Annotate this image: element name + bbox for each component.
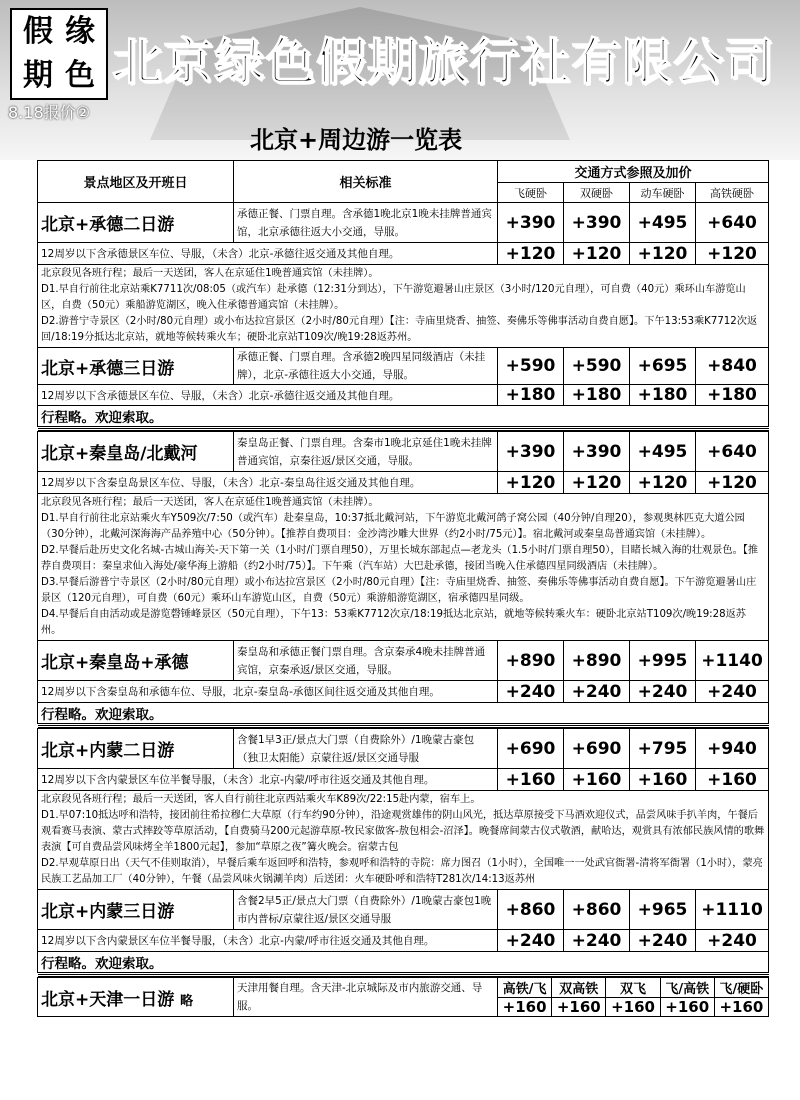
child-row: [38, 769, 769, 791]
tour-standard: 天津用餐自理。含天津-北京城际及市内旅游交通、导服。: [234, 978, 498, 1017]
itinerary-line: D2.早观草原日出（天气不佳则取消），早餐后乘车返回呼和浩特，参观呼和浩特的寺院：席力图召（1小时），全国唯一一处武官衙署-清将军衙署（1小时），蒙亮民族工艺品加工厂（40分钟），午餐（品尝风味火锅涮羊肉）后送团：火车硬卧呼和浩特T281次/14:13返苏州: [41, 858, 763, 885]
itinerary-line: D3.早餐后游普宁寺景区（2小时/80元自理）或小布达拉宫景区（2小时/80元自理）【注：寺庙里烧香、抽签、奏佛乐等佛事活动自费自愿】。下午游览避暑山庄景区（120元自理），可自费（60元）乘环山车游览山区，自费（50元）乘游船游览湖区，宿承德四星同级。: [41, 577, 757, 604]
child-price: +240: [696, 930, 769, 952]
tour-standard: 承德正餐、门票自理。含承德2晚四星同级酒店（未挂牌），北京-承德往返大小交通，导服。: [234, 348, 498, 385]
child-price: +180: [498, 385, 564, 406]
adult-price: +995: [630, 641, 696, 681]
itinerary-line: 北京段见各班行程；最后一天送团，客人在京延住1晚普通宾馆（未挂牌）。: [41, 268, 379, 279]
tianjin-col-header: 飞/高铁: [661, 978, 714, 998]
tour-name: 北京+内蒙二日游: [38, 729, 234, 769]
child-price: +240: [564, 681, 630, 703]
col-header-standard: 相关标准: [234, 161, 498, 203]
child-price: +120: [498, 243, 564, 265]
itinerary-line: 北京段见各班行程；最后一天送团，客人在京延住1晚普通宾馆（未挂牌）。: [41, 497, 379, 508]
child-row: [38, 681, 769, 703]
omit-row: [38, 952, 769, 973]
col-header-emu-sleeper: 动车硬卧: [630, 183, 696, 203]
tianjin-col-header: 飞/硬卧: [715, 978, 768, 998]
adult-price: +160: [665, 998, 710, 1016]
child-price: +240: [696, 681, 769, 703]
adult-price: +795: [630, 729, 696, 769]
col-header-hsr-sleeper: 高铁硬卧: [696, 183, 769, 203]
tianjin-col-header: 高铁/飞: [498, 978, 551, 998]
adult-price: +390: [498, 432, 564, 472]
adult-price: +840: [696, 348, 769, 385]
adult-price: +860: [564, 890, 630, 930]
adult-price: +390: [498, 203, 564, 243]
logo-char: 色: [65, 58, 95, 93]
adult-price: +690: [498, 729, 564, 769]
child-price: +240: [630, 681, 696, 703]
tour-row: [38, 978, 769, 1017]
tour-name: 北京+秦皇岛+承德: [38, 641, 234, 681]
adult-price: +860: [498, 890, 564, 930]
tour-name: 北京+承德三日游: [38, 348, 234, 385]
child-price: +160: [630, 769, 696, 791]
adult-price: +890: [564, 641, 630, 681]
company-name: 北京绿色假期旅行社有限公司: [112, 33, 775, 91]
child-note: 12周岁以下含秦皇岛和承德车位、导服，北京-秦皇岛-承德区间往返交通及其他自理。: [38, 681, 498, 703]
tour-row: [38, 432, 769, 472]
tour-row: [38, 729, 769, 769]
adult-price: +890: [498, 641, 564, 681]
child-note: 12周岁以下含内蒙景区车位半餐导服，（未含）北京-内蒙/呼市往返交通及其他自理。: [38, 930, 498, 952]
itinerary-line: D2.早餐后赴历史文化名城-古城山海关-天下第一关（1小时/门票自理50），万里长城东部起点—老龙头（1.5小时/门票自理50），目睹长城入海的壮观景色。【推荐自费项目：秦皇求仙入海处/豪华海上游船（约2小时/75）】。下午乘（汽车站）大巴赴承德，接团当晚入住承德四星同级酒店（未挂牌）。: [41, 545, 759, 572]
child-row: [38, 472, 769, 494]
tour-price-table: [37, 160, 769, 1017]
itinerary-line: D2.游普宁寺景区（2小时/80元自理）或小布达拉宫景区（2小时/80元自理）【注：寺庙里烧香、抽签、奏佛乐等佛事活动自费自愿】。下午13:53乘K7712次返回/18:19分抵达北京站，就地等候转乘火车；硬卧北京站T109次/晚19:28返苏州。: [41, 316, 758, 343]
adult-price: +1110: [696, 890, 769, 930]
itinerary-omitted: 行程略。欢迎索取。: [38, 952, 769, 973]
adult-price: +695: [630, 348, 696, 385]
child-price: +120: [498, 472, 564, 494]
adult-price: +590: [564, 348, 630, 385]
tour-name-text: 北京+天津一日游: [41, 989, 175, 1010]
child-price: +120: [630, 472, 696, 494]
col-header-fly-sleeper: 飞硬卧: [498, 183, 564, 203]
itinerary-line: D4.早餐后自由活动或是游览磬锤峰景区（50元自理），下午13：53乘K7712次京/18:19抵达北京站，就地等候转乘火车：硬卧北京站T109次/晚19:28返苏州。: [41, 609, 746, 636]
child-row: [38, 243, 769, 265]
itinerary-line: D1.早自行前往北京站乘火车Y509次/7:50（或汽车）赴秦皇岛，10:37抵北戴河站，下午游览北戴河鸽子窝公园（40分钟/自理20），参观奥林匹克大道公园（30分钟），北戴河深海海产品养殖中心（50分钟）。【推荐自费项目：金沙湾沙雕大世界（约2小时/75元）】。宿北戴河或秦皇岛普通宾馆（未挂牌）。: [41, 513, 745, 540]
itinerary-omitted: 行程略。欢迎索取。: [38, 406, 769, 427]
child-note: 12周岁以下含承德景区车位、导服，（未含）北京-承德往返交通及其他自理。: [38, 243, 498, 265]
tianjin-col-header: 双飞: [606, 978, 659, 998]
child-row: [38, 385, 769, 406]
itinerary-row: [38, 494, 769, 641]
adult-price: +495: [630, 432, 696, 472]
child-price: +120: [696, 472, 769, 494]
adult-price: +640: [696, 432, 769, 472]
tour-standard: 承德正餐、门票自理。含承德1晚北京1晚未挂牌普通宾馆，北京承德往返大小交通，导服。: [234, 203, 498, 243]
child-price: +160: [498, 769, 564, 791]
child-price: +120: [696, 243, 769, 265]
tour-row: [38, 890, 769, 930]
price-version-label: 8.18报价②: [8, 103, 90, 122]
tour-row: [38, 203, 769, 243]
child-price: +240: [630, 930, 696, 952]
adult-price: +160: [719, 998, 764, 1016]
col-header-transport: 交通方式参照及加价: [498, 161, 769, 183]
tour-row: [38, 348, 769, 385]
child-price: +120: [630, 243, 696, 265]
child-note: 12周岁以下含承德景区车位、导服，（未含）北京-承德往返交通及其他自理。: [38, 385, 498, 406]
adult-price: +940: [696, 729, 769, 769]
col-header-area: 景点地区及开班日: [38, 161, 234, 203]
tour-row: [38, 641, 769, 681]
itinerary-row: [38, 265, 769, 348]
adult-price: +1140: [696, 641, 769, 681]
child-price: +160: [564, 769, 630, 791]
page-title: 北京+周边游一览表: [250, 126, 463, 154]
adult-price: +690: [564, 729, 630, 769]
adult-price: +640: [696, 203, 769, 243]
itinerary-text: [38, 791, 769, 890]
tour-name: 北京+承德二日游: [38, 203, 234, 243]
omit-row: [38, 406, 769, 427]
adult-price: +590: [498, 348, 564, 385]
itinerary-omitted: 行程略。欢迎索取。: [38, 703, 769, 724]
adult-price: +390: [564, 432, 630, 472]
table-header-row: [38, 161, 769, 183]
child-price: +160: [696, 769, 769, 791]
child-price: +180: [564, 385, 630, 406]
child-price: +240: [564, 930, 630, 952]
child-row: [38, 930, 769, 952]
adult-price: +390: [564, 203, 630, 243]
child-price: +180: [696, 385, 769, 406]
itinerary-text: [38, 494, 769, 641]
brand-logo: [10, 8, 108, 100]
col-header-double-sleeper: 双硬卧: [564, 183, 630, 203]
child-price: +240: [498, 930, 564, 952]
logo-char: 缘: [65, 14, 95, 49]
logo-char: 期: [23, 58, 53, 93]
itinerary-line: D1.早07:10抵达呼和浩特，接团前往希拉穆仁大草原（行车约90分钟），沿途观赏雄伟的阴山风光，抵达草原接受下马酒欢迎仪式，品尝风味手扒羊肉，午餐后观看赛马表演、蒙古式摔跤等草原活动，【自费骑马200元起游草原-牧民家做客-敖包相会-沼泽】。晚餐席间蒙古仪式敬酒，献哈达，观赏具有浓郁民族风情的歌舞表演【可自费品尝风味烤全羊1800元起】，参加“草原之夜”篝火晚会。宿蒙古包: [41, 810, 765, 853]
tour-name-suffix: 略: [180, 993, 194, 1009]
tour-name: [38, 978, 234, 1017]
adult-price: +495: [630, 203, 696, 243]
itinerary-row: [38, 791, 769, 890]
child-price: +120: [564, 472, 630, 494]
tour-standard: 含餐1早3正/景点大门票（自费除外）/1晚蒙古豪包（独卫太阳能）京蒙往返/景区交通导服: [234, 729, 498, 769]
tour-name: 北京+秦皇岛/北戴河: [38, 432, 234, 472]
tianjin-price-block: [498, 978, 769, 1017]
child-price: +120: [564, 243, 630, 265]
itinerary-line: D1.早自行前往北京站乘K7711次/08:05（或汽车）赴承德（12:31分到达），下午游览避暑山庄景区（3小时/120元自理），可自费（40元）乘环山车游览山区，自费（50元）乘船游览湖区，晚入住承德普通宾馆（未挂牌）。: [41, 284, 746, 311]
tour-standard: 秦皇岛正餐、门票自理。含秦市1晚北京延住1晚未挂牌普通宾馆，京秦往返/景区交通，导服。: [234, 432, 498, 472]
itinerary-line: 北京段见各班行程；最后一天送团，客人自行前往北京西站乘火车K89次/22:15赴内蒙，宿车上。: [41, 794, 481, 805]
adult-price: +160: [611, 998, 655, 1016]
itinerary-text: [38, 265, 769, 348]
adult-price: +160: [502, 998, 547, 1016]
tour-name: 北京+内蒙三日游: [38, 890, 234, 930]
child-price: +240: [498, 681, 564, 703]
adult-price: +965: [630, 890, 696, 930]
tour-standard: 含餐2早5正/景点大门票（自费除外）/1晚蒙古豪包1晚市内普标/京蒙往返/景区交通导服: [234, 890, 498, 930]
logo-char: 假: [23, 14, 53, 49]
tour-standard: 秦皇岛和承德正餐门票自理。含京秦承4晚未挂牌普通宾馆，京秦承返/景区交通，导服。: [234, 641, 498, 681]
child-note: 12周岁以下含秦皇岛景区车位、导服，（未含）北京-秦皇岛往返交通及其他自理。: [38, 472, 498, 494]
omit-row: [38, 703, 769, 724]
child-note: 12周岁以下含内蒙景区车位半餐导服，（未含）北京-内蒙/呼市往返交通及其他自理。: [38, 769, 498, 791]
adult-price: +160: [556, 998, 601, 1016]
tianjin-col-header: 双高铁: [552, 978, 605, 998]
child-price: +180: [630, 385, 696, 406]
